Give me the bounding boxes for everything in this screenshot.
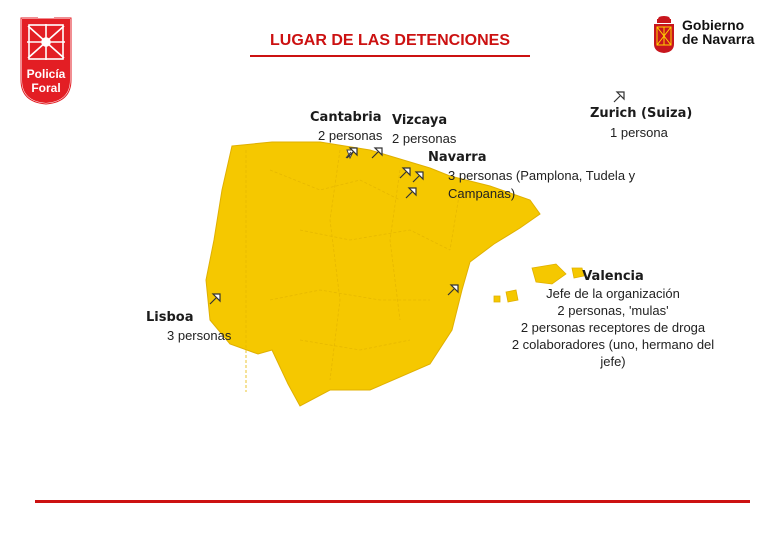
vizcaya-name: Vizcaya (392, 113, 448, 128)
cantabria-name: Cantabria (310, 110, 382, 125)
valencia-detail-4: 2 colaboradores (uno, hermano del jefe) (511, 337, 715, 369)
valencia-block (498, 268, 728, 370)
navarra-detail: 3 personas (Pamplona, Tudela y Campanas) (448, 168, 636, 201)
policia-foral-line1: Policía (26, 67, 66, 81)
vizcaya-detail: 2 personas (392, 131, 457, 146)
valencia-detail-3: 2 personas receptores de droga (520, 320, 706, 335)
navarra-name: Navarra (428, 150, 487, 165)
page-title: LUGAR DE LAS DETENCIONES (269, 32, 510, 49)
zurich-name: Zurich (Suiza) (590, 106, 693, 121)
location-arrow-icon (345, 146, 361, 162)
location-arrow-icon (404, 186, 420, 202)
valencia-detail-2: 2 personas, 'mulas' (557, 303, 669, 318)
cantabria-detail: 2 personas (318, 128, 383, 143)
policia-foral-line2: Foral (31, 81, 61, 95)
lisboa-name: Lisboa (146, 310, 194, 325)
location-arrow-icon (370, 146, 386, 162)
valencia-name: Valencia (582, 269, 644, 284)
location-arrow-icon (446, 283, 462, 299)
gobierno-navarra-line2: de Navarra (682, 31, 755, 47)
gobierno-navarra-line1: Gobierno (682, 17, 745, 33)
footer-rule (35, 500, 750, 503)
location-arrow-icon (612, 90, 628, 106)
location-arrow-icon (411, 170, 427, 186)
lisboa-detail: 3 personas (167, 328, 232, 343)
location-arrow-icon (208, 292, 224, 308)
valencia-detail-1: Jefe de la organización (546, 286, 680, 301)
zurich-detail: 1 persona (610, 125, 668, 140)
